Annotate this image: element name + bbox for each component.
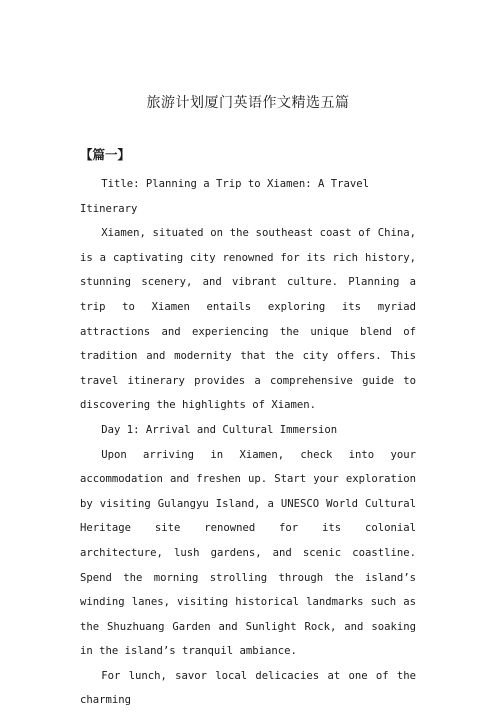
document-body (80, 172, 416, 713)
section-label: 【篇一】 (80, 147, 131, 162)
paragraph: Upon arriving in Xiamen, check into your accommodation and freshen up. Start your exploration by visiting Gulangyu Island, a UNESCO World Cultural Heritage site renowned for its colonial architecture, lush gardens, and scenic coastline. Spend the morning strolling through the island’s winding lanes, visiting historical landmarks such as the Shuzhuang Garden and Sunlight Rock, and soaking in the island’s tranquil ambiance. (80, 448, 416, 658)
paragraph: Xiamen, situated on the southeast coast of China, is a captivating city renowned for its rich history, stunning scenery, and vibrant culture. Planning a trip to Xiamen entails exploring its myriad attractions and experiencing the unique blend of tradition and modernity that the city offers. This travel itinerary provides a comprehensive guide to discovering the highlights of Xiamen. (80, 227, 416, 412)
paragraph: For lunch, savor local delicacies at one of the charming (80, 669, 416, 707)
document-title: 旅游计划厦门英语作文精选五篇 (146, 95, 350, 111)
day-heading: Day 1: Arrival and Cultural Immersion (101, 423, 338, 436)
essay-title: Title: Planning a Trip to Xiamen: A Travel Itinerary (80, 178, 370, 215)
